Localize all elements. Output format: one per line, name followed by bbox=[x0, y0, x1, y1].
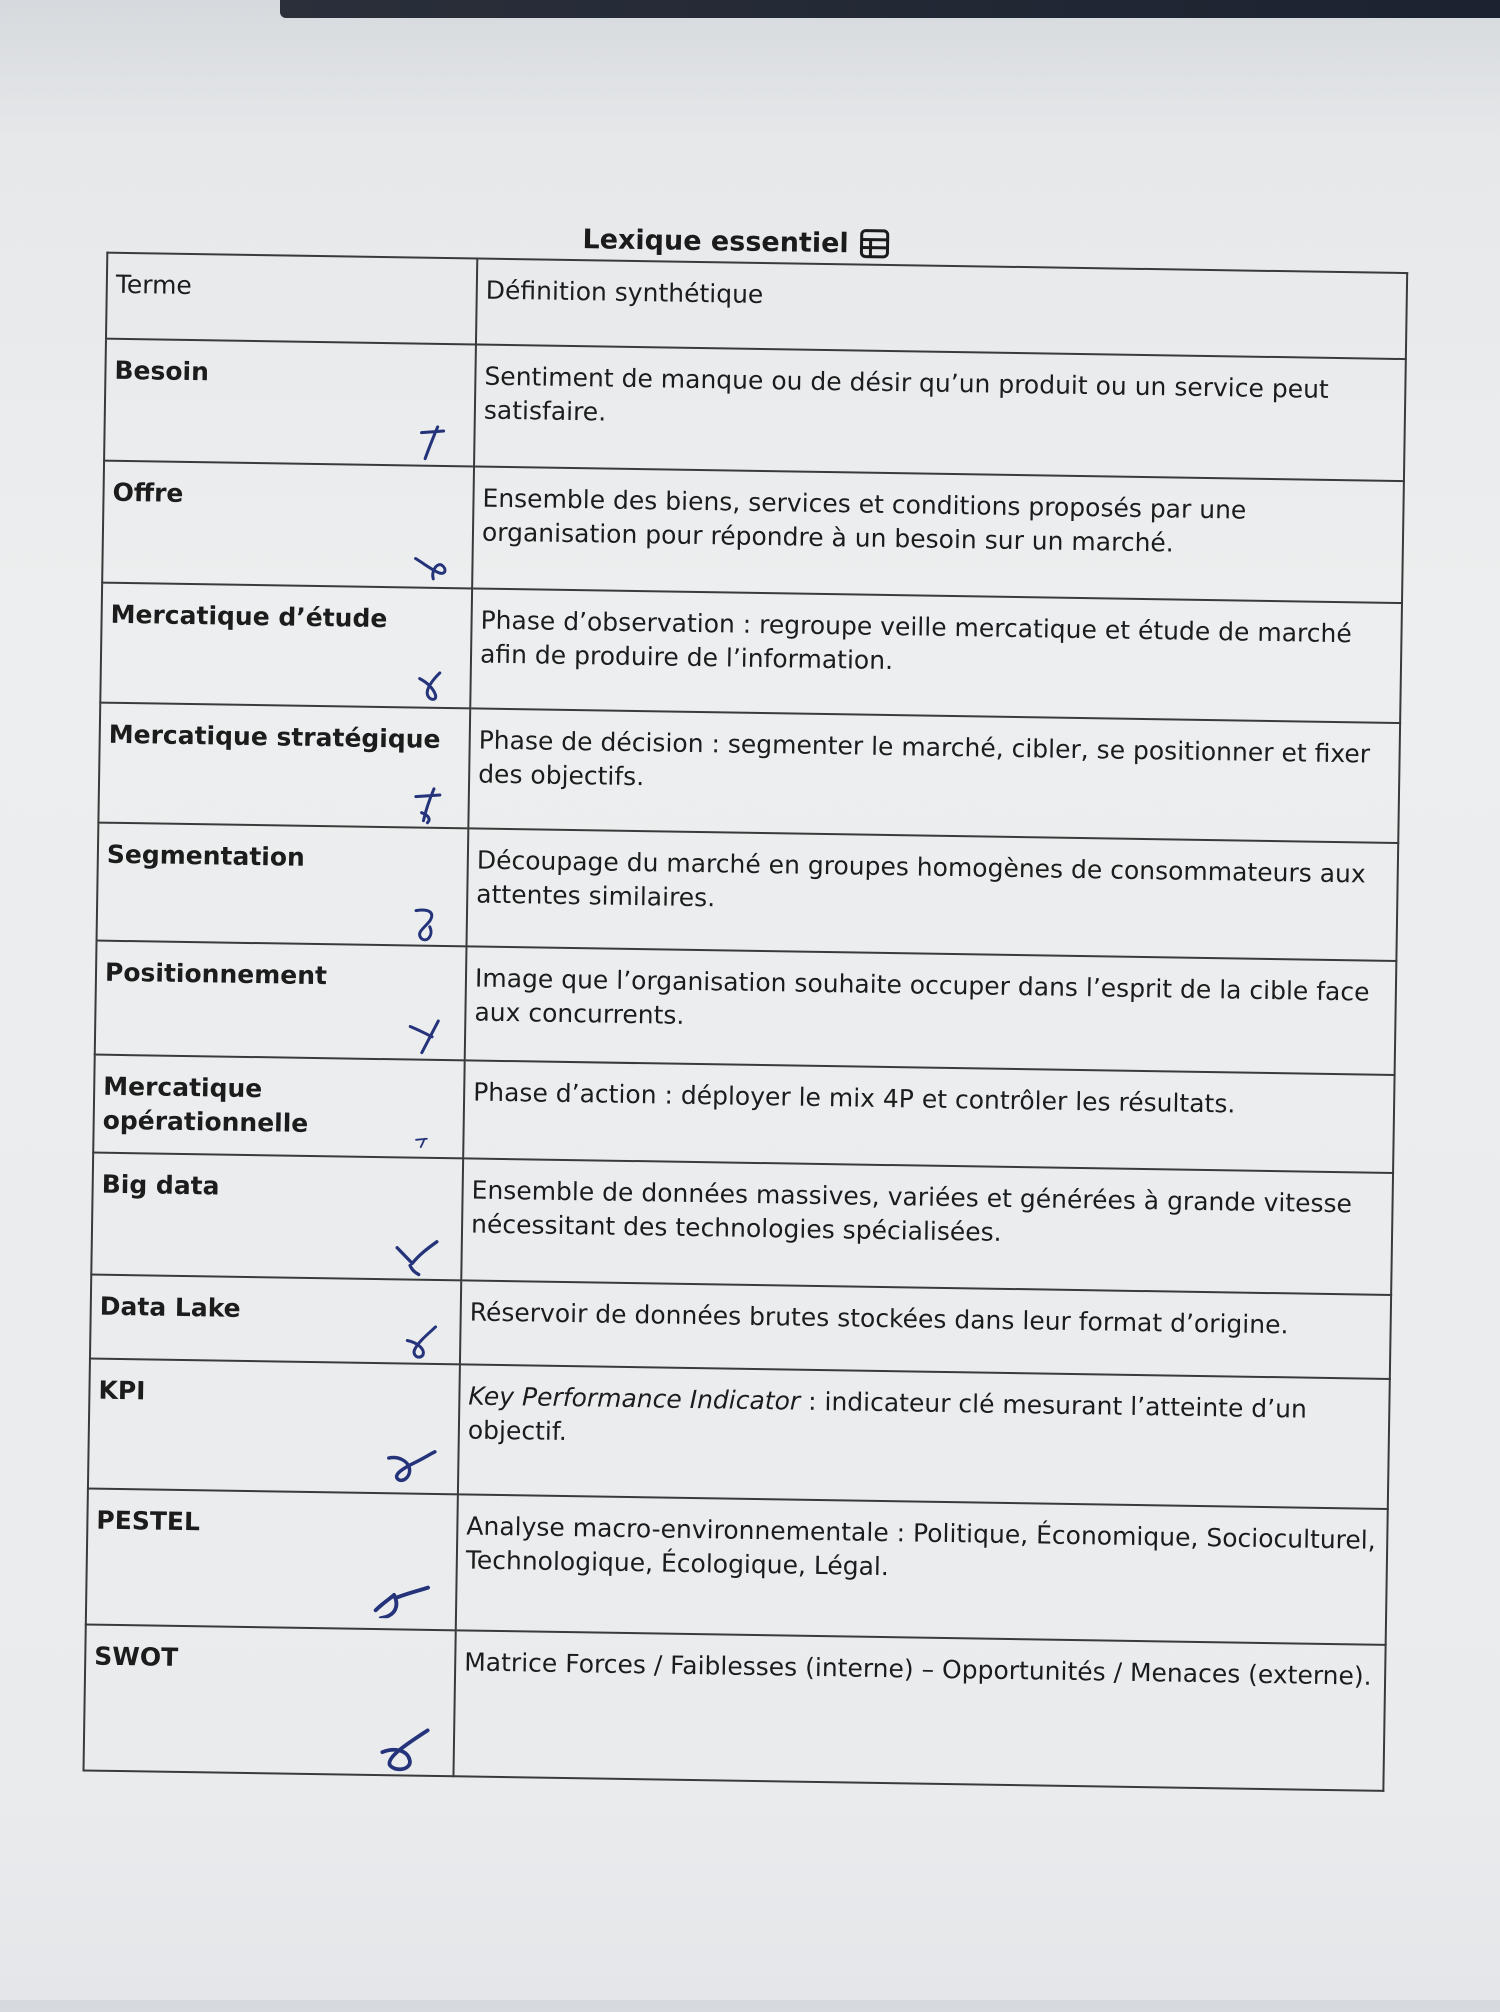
table-row bbox=[97, 823, 1399, 961]
header-definition: Définition synthétique bbox=[476, 258, 1407, 359]
definition-cell: Key Performance Indicator : indicateur clé mesurant l’atteinte d’un objectif. bbox=[458, 1364, 1390, 1509]
table-row bbox=[98, 703, 1400, 843]
definition-cell: Découpage du marché en groupes homogènes de consommateurs aux attentes similaires. bbox=[466, 828, 1398, 961]
handwritten-check-icon bbox=[409, 664, 454, 705]
header-term: Terme bbox=[106, 253, 477, 345]
table-row bbox=[104, 339, 1406, 481]
handwritten-check-icon bbox=[402, 1132, 446, 1157]
definition-cell: Matrice Forces / Faiblesses (interne) – Opportunités / Menaces (externe). bbox=[453, 1630, 1385, 1791]
handwritten-check-icon bbox=[399, 1320, 444, 1361]
table-icon bbox=[858, 227, 890, 259]
table-row bbox=[84, 1624, 1386, 1790]
table-row bbox=[91, 1153, 1393, 1295]
handwritten-check-icon bbox=[407, 784, 452, 825]
definition-cell: Réservoir de données brutes stockées dans leur format d’origine. bbox=[460, 1280, 1391, 1379]
definition-cell: Ensemble de données massives, variées et générées à grande vitesse nécessitant des technologies spécialisées. bbox=[461, 1158, 1393, 1295]
term-cell: Besoin bbox=[104, 339, 476, 467]
term-cell: Big data bbox=[91, 1153, 463, 1281]
table-row bbox=[102, 461, 1404, 603]
table-row bbox=[88, 1359, 1390, 1509]
handwritten-check-icon bbox=[413, 422, 458, 463]
handwritten-check-icon bbox=[359, 1566, 440, 1619]
table-row bbox=[86, 1489, 1388, 1645]
term-cell: KPI bbox=[88, 1359, 460, 1495]
handwritten-check-icon bbox=[377, 1444, 442, 1491]
term-cell: Segmentation bbox=[97, 823, 469, 947]
definition-cell: Image que l’organisation souhaite occuper dans l’esprit de la cible face aux concurrents. bbox=[465, 946, 1397, 1075]
handwritten-check-icon bbox=[404, 1016, 449, 1057]
definition-cell: Phase d’action : déployer le mix 4P et contrôler les résultats. bbox=[463, 1060, 1394, 1173]
definition-cell: Sentiment de manque ou de désir qu’un produit ou un service peut satisfaire. bbox=[474, 344, 1406, 481]
term-cell: Positionnement bbox=[95, 941, 467, 1061]
term-cell: PESTEL bbox=[86, 1489, 458, 1631]
term-cell: SWOT bbox=[84, 1624, 456, 1776]
term-cell: Mercatique stratégique bbox=[98, 703, 470, 829]
table-row bbox=[95, 941, 1397, 1075]
term-cell: Data Lake bbox=[90, 1275, 461, 1365]
lexicon-table bbox=[82, 252, 1408, 1792]
definition-cell: Analyse macro-environnementale : Politique, Économique, Socioculturel, Technologique, Écologique, Légal. bbox=[456, 1494, 1388, 1645]
term-cell: Mercatique d’étude bbox=[100, 583, 472, 709]
definition-cell: Phase de décision : segmenter le marché, cibler, se positionner et fixer des objectifs. bbox=[468, 708, 1400, 843]
definition-cell: Phase d’observation : regroupe veille mercatique et étude de marché afin de produire de l’information. bbox=[470, 588, 1402, 723]
term-cell: Mercatique opérationnelle bbox=[93, 1055, 464, 1159]
term-cell: Offre bbox=[102, 461, 474, 589]
handwritten-check-icon bbox=[406, 902, 451, 943]
handwritten-check-icon bbox=[384, 1232, 445, 1277]
handwritten-check-icon bbox=[411, 544, 456, 585]
handwritten-check-icon bbox=[373, 1722, 438, 1773]
table-row bbox=[100, 583, 1402, 723]
definition-cell: Ensemble des biens, services et conditions proposés par une organisation pour répondre à un besoin sur un marché. bbox=[472, 466, 1404, 603]
title-text: Lexique essentiel bbox=[582, 224, 849, 259]
